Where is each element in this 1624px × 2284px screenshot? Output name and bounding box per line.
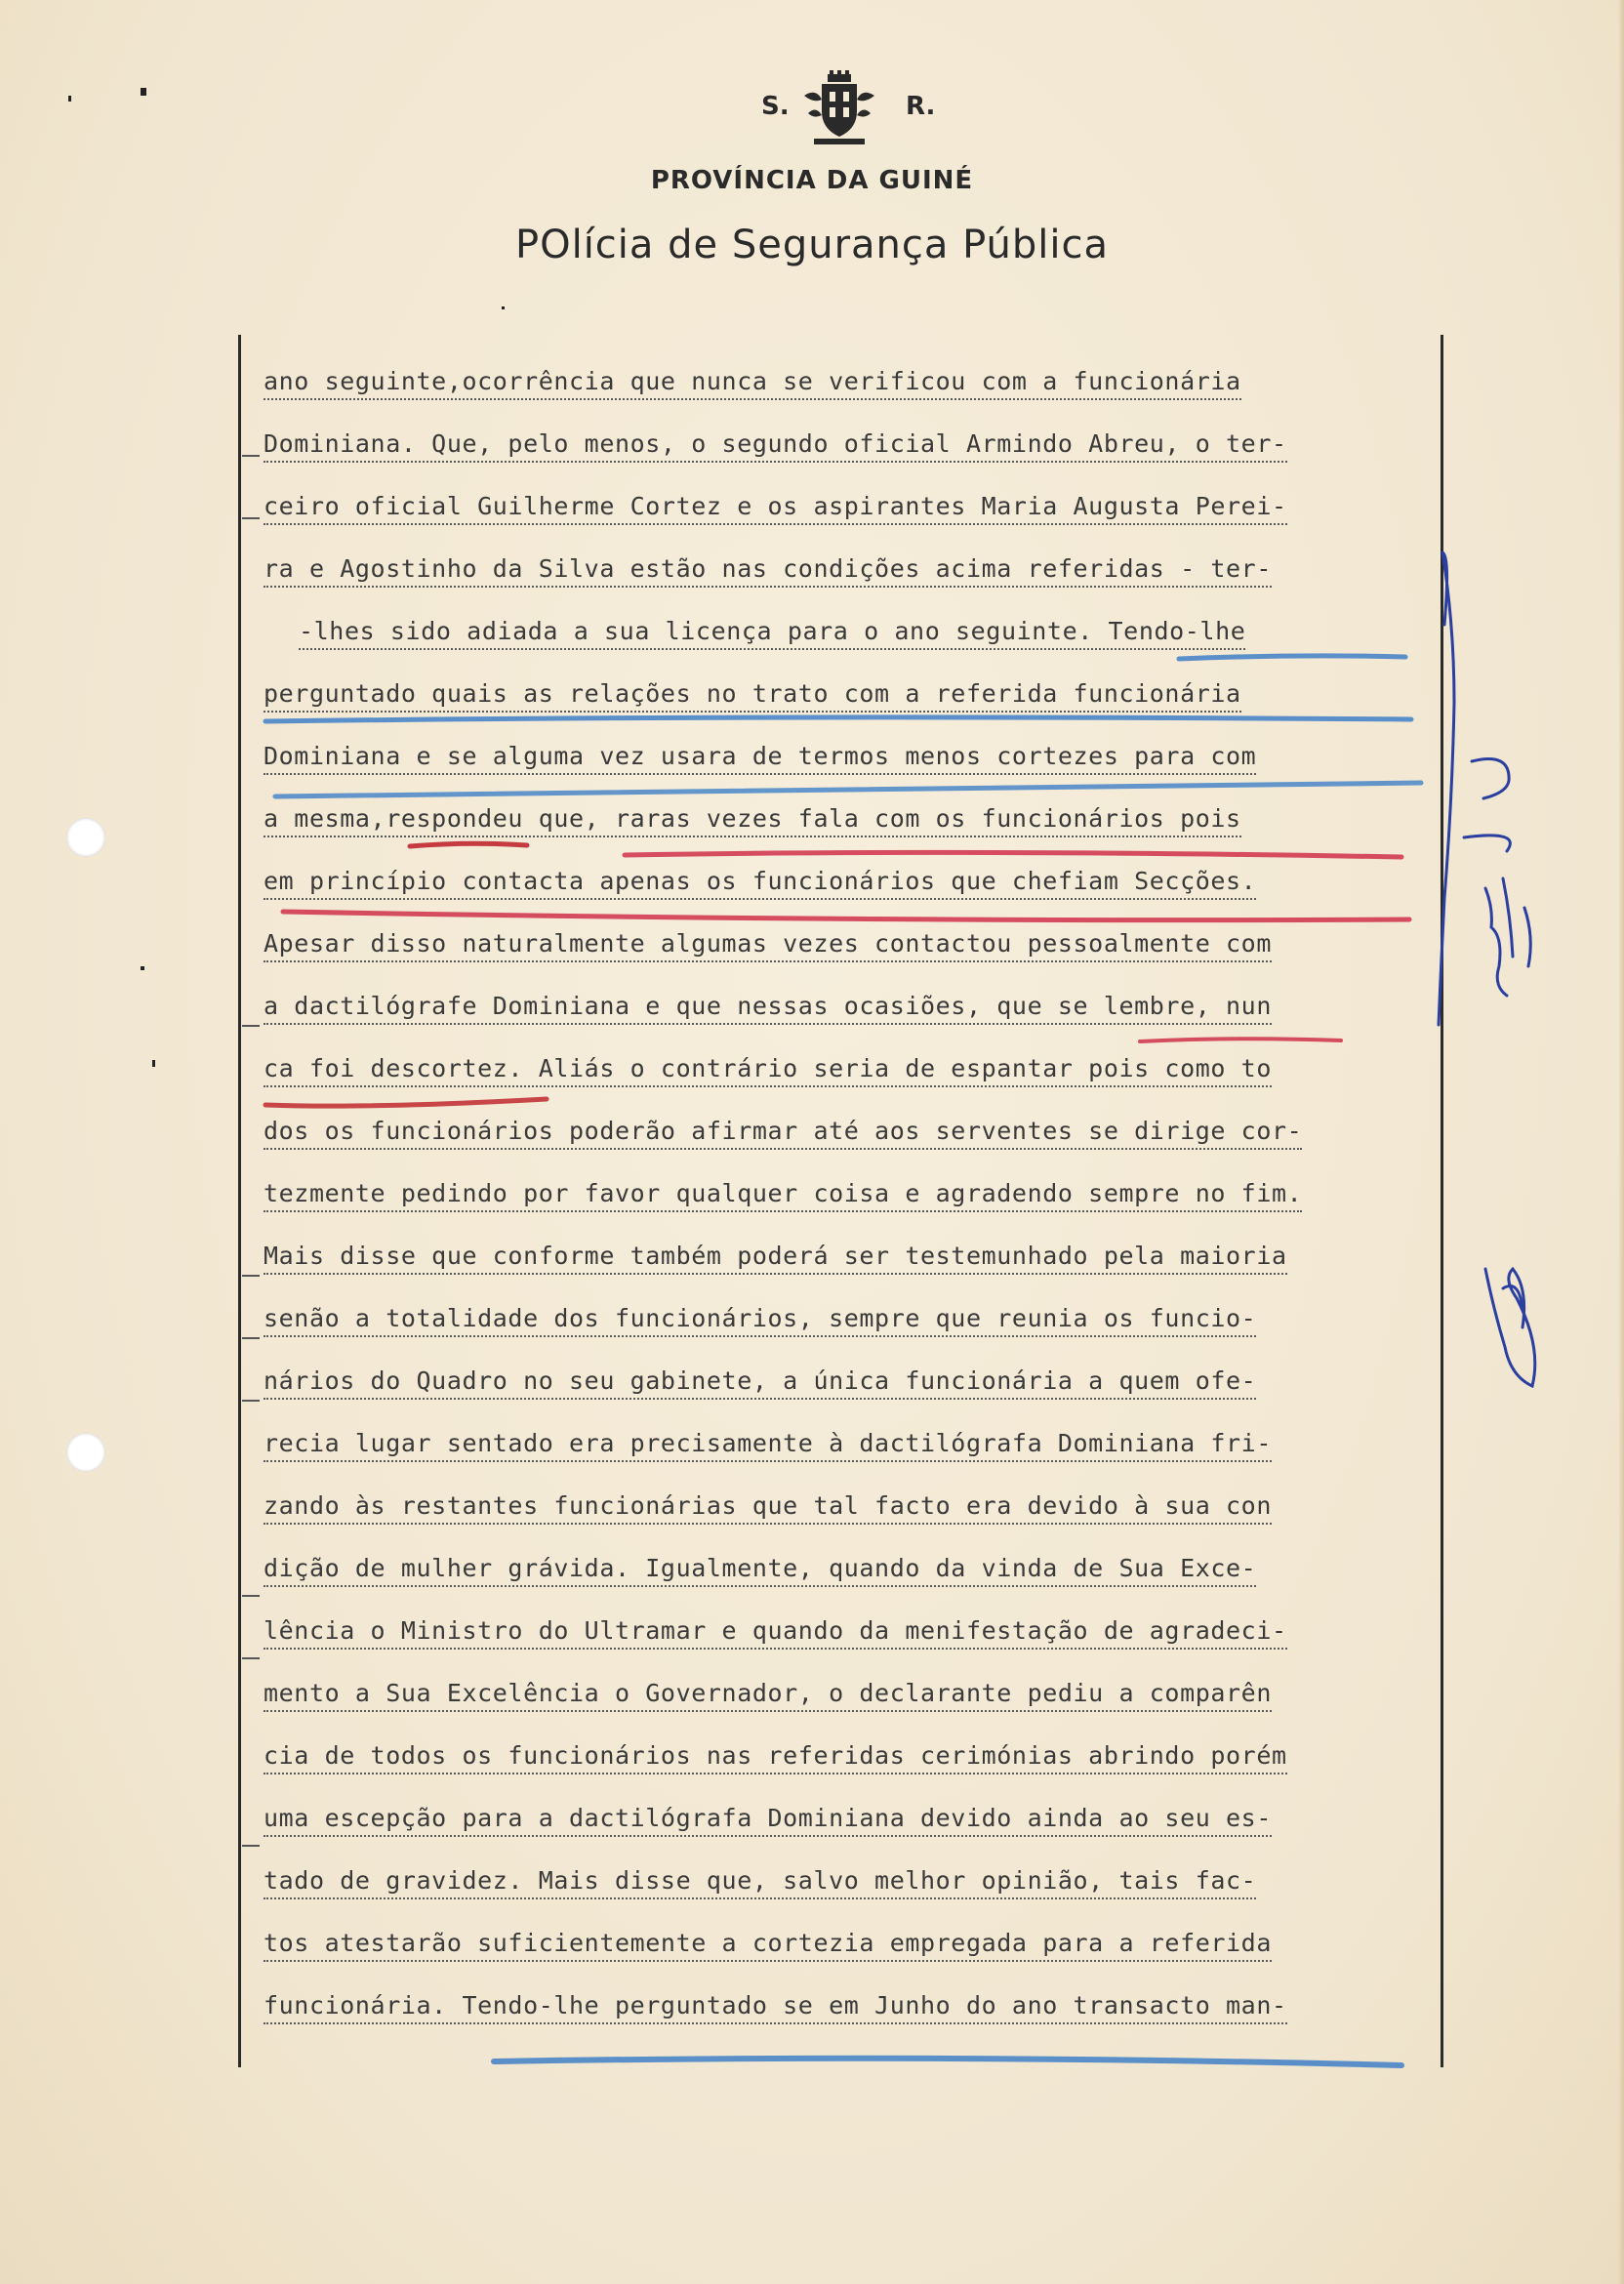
paper-speck <box>502 306 505 309</box>
margin-dash <box>242 1595 260 1597</box>
agency-heading: POlícia de Segurança Pública <box>514 223 1110 267</box>
margin-dash <box>242 517 260 519</box>
body-line: lência o Ministro do Ultramar e quando da menifestação de agradeci- <box>264 1616 1287 1650</box>
body-line: Dominiana e se alguma vez usara de termos menos cortezes para com <box>264 742 1256 775</box>
red-underline-mark <box>1140 1039 1341 1041</box>
ink-margin-scribble <box>1472 759 1509 799</box>
blue-underline-mark <box>275 783 1421 796</box>
body-line: em princípio contacta apenas os funcionários que chefiam Secções. <box>264 867 1256 900</box>
margin-dash <box>242 1337 260 1339</box>
header-left-letter: S. <box>761 92 790 121</box>
blue-underline-mark <box>265 717 1411 721</box>
red-underline-mark <box>283 912 1409 920</box>
margin-dash <box>242 1025 260 1027</box>
margin-dash <box>242 1400 260 1402</box>
header-right-letter: R. <box>906 92 936 121</box>
body-line: zando às restantes funcionárias que tal facto era devido à sua con <box>264 1491 1272 1525</box>
blue-underline-mark <box>1179 656 1405 659</box>
paper-speck <box>141 88 146 96</box>
body-line: a dactilógrafe Dominiana e que nessas ocasiões, que se lembre, nun <box>264 992 1272 1025</box>
body-line: cia de todos os funcionários nas referidas cerimónias abrindo porém <box>264 1741 1287 1774</box>
body-line: ra e Agostinho da Silva estão nas condições acima referidas - ter- <box>264 554 1272 588</box>
punch-hole-bottom <box>66 1433 105 1472</box>
paper-speck <box>68 96 71 102</box>
coat-of-arms-icon <box>800 70 878 148</box>
body-line: ceiro oficial Guilherme Cortez e os aspirantes Maria Augusta Perei- <box>264 492 1287 525</box>
paper-speck <box>141 966 144 970</box>
body-line: tos atestarão suficientemente a cortezia empregada para a referida <box>264 1929 1272 1962</box>
margin-dash <box>242 455 260 457</box>
red-underline-mark <box>265 1099 547 1106</box>
body-line: funcionária. Tendo-lhe perguntado se em Junho do ano transacto man- <box>264 1991 1287 2024</box>
body-line: recia lugar sentado era precisamente à dactilógrafa Dominiana fri- <box>264 1429 1272 1462</box>
body-line: nários do Quadro no seu gabinete, a única funcionária a quem ofe- <box>264 1366 1256 1400</box>
blue-underline-mark <box>494 2059 1401 2065</box>
body-line: uma escepção para a dactilógrafa Dominiana devido ainda ao seu es- <box>264 1804 1272 1837</box>
province-heading: PROVÍNCIA DA GUINÉ <box>650 166 974 195</box>
body-line: ca foi descortez. Aliás o contrário seria de espantar pois como to <box>264 1054 1272 1087</box>
page-edge-shadow <box>1618 0 1624 2284</box>
body-line: Dominiana. Que, pelo menos, o segundo oficial Armindo Abreu, o ter- <box>264 429 1287 463</box>
ink-margin-initials <box>1485 888 1507 996</box>
margin-dash <box>242 1657 260 1659</box>
body-line: tado de gravidez. Mais disse que, salvo melhor opinião, tais fac- <box>264 1866 1256 1899</box>
paper-speck <box>152 1060 155 1067</box>
red-underline-mark <box>625 852 1401 857</box>
body-line: tezmente pedindo por favor qualquer coisa e agradendo sempre no fim. <box>264 1179 1302 1212</box>
left-margin-rule <box>238 335 241 2067</box>
right-margin-rule <box>1441 335 1443 2067</box>
body-line: ano seguinte,ocorrência que nunca se verificou com a funcionária <box>264 367 1241 400</box>
ink-margin-initials <box>1485 1269 1535 1386</box>
body-line: perguntado quais as relações no trato com a referida funcionária <box>264 679 1241 713</box>
body-line: a mesma,respondeu que, raras vezes fala com os funcionários pois <box>264 804 1241 837</box>
body-line: senão a totalidade dos funcionários, sempre que reunia os funcio- <box>264 1304 1256 1337</box>
body-line: Mais disse que conforme também poderá ser testemunhado pela maioria <box>264 1242 1287 1275</box>
punch-hole-top <box>66 818 105 857</box>
body-line: dos os funcionários poderão afirmar até aos serventes se dirige cor- <box>264 1117 1302 1150</box>
body-line: -lhes sido adiada a sua licença para o ano seguinte. Tendo-lhe <box>299 617 1245 650</box>
body-line: mento a Sua Excelência o Governador, o declarante pediu a comparên <box>264 1679 1272 1712</box>
body-line: Apesar disso naturalmente algumas vezes contactou pessoalmente com <box>264 929 1272 962</box>
body-line: dição de mulher grávida. Igualmente, quando da vinda de Sua Exce- <box>264 1554 1256 1587</box>
margin-dash <box>242 1275 260 1277</box>
red-underline-mark <box>410 843 527 846</box>
margin-dash <box>242 1845 260 1847</box>
